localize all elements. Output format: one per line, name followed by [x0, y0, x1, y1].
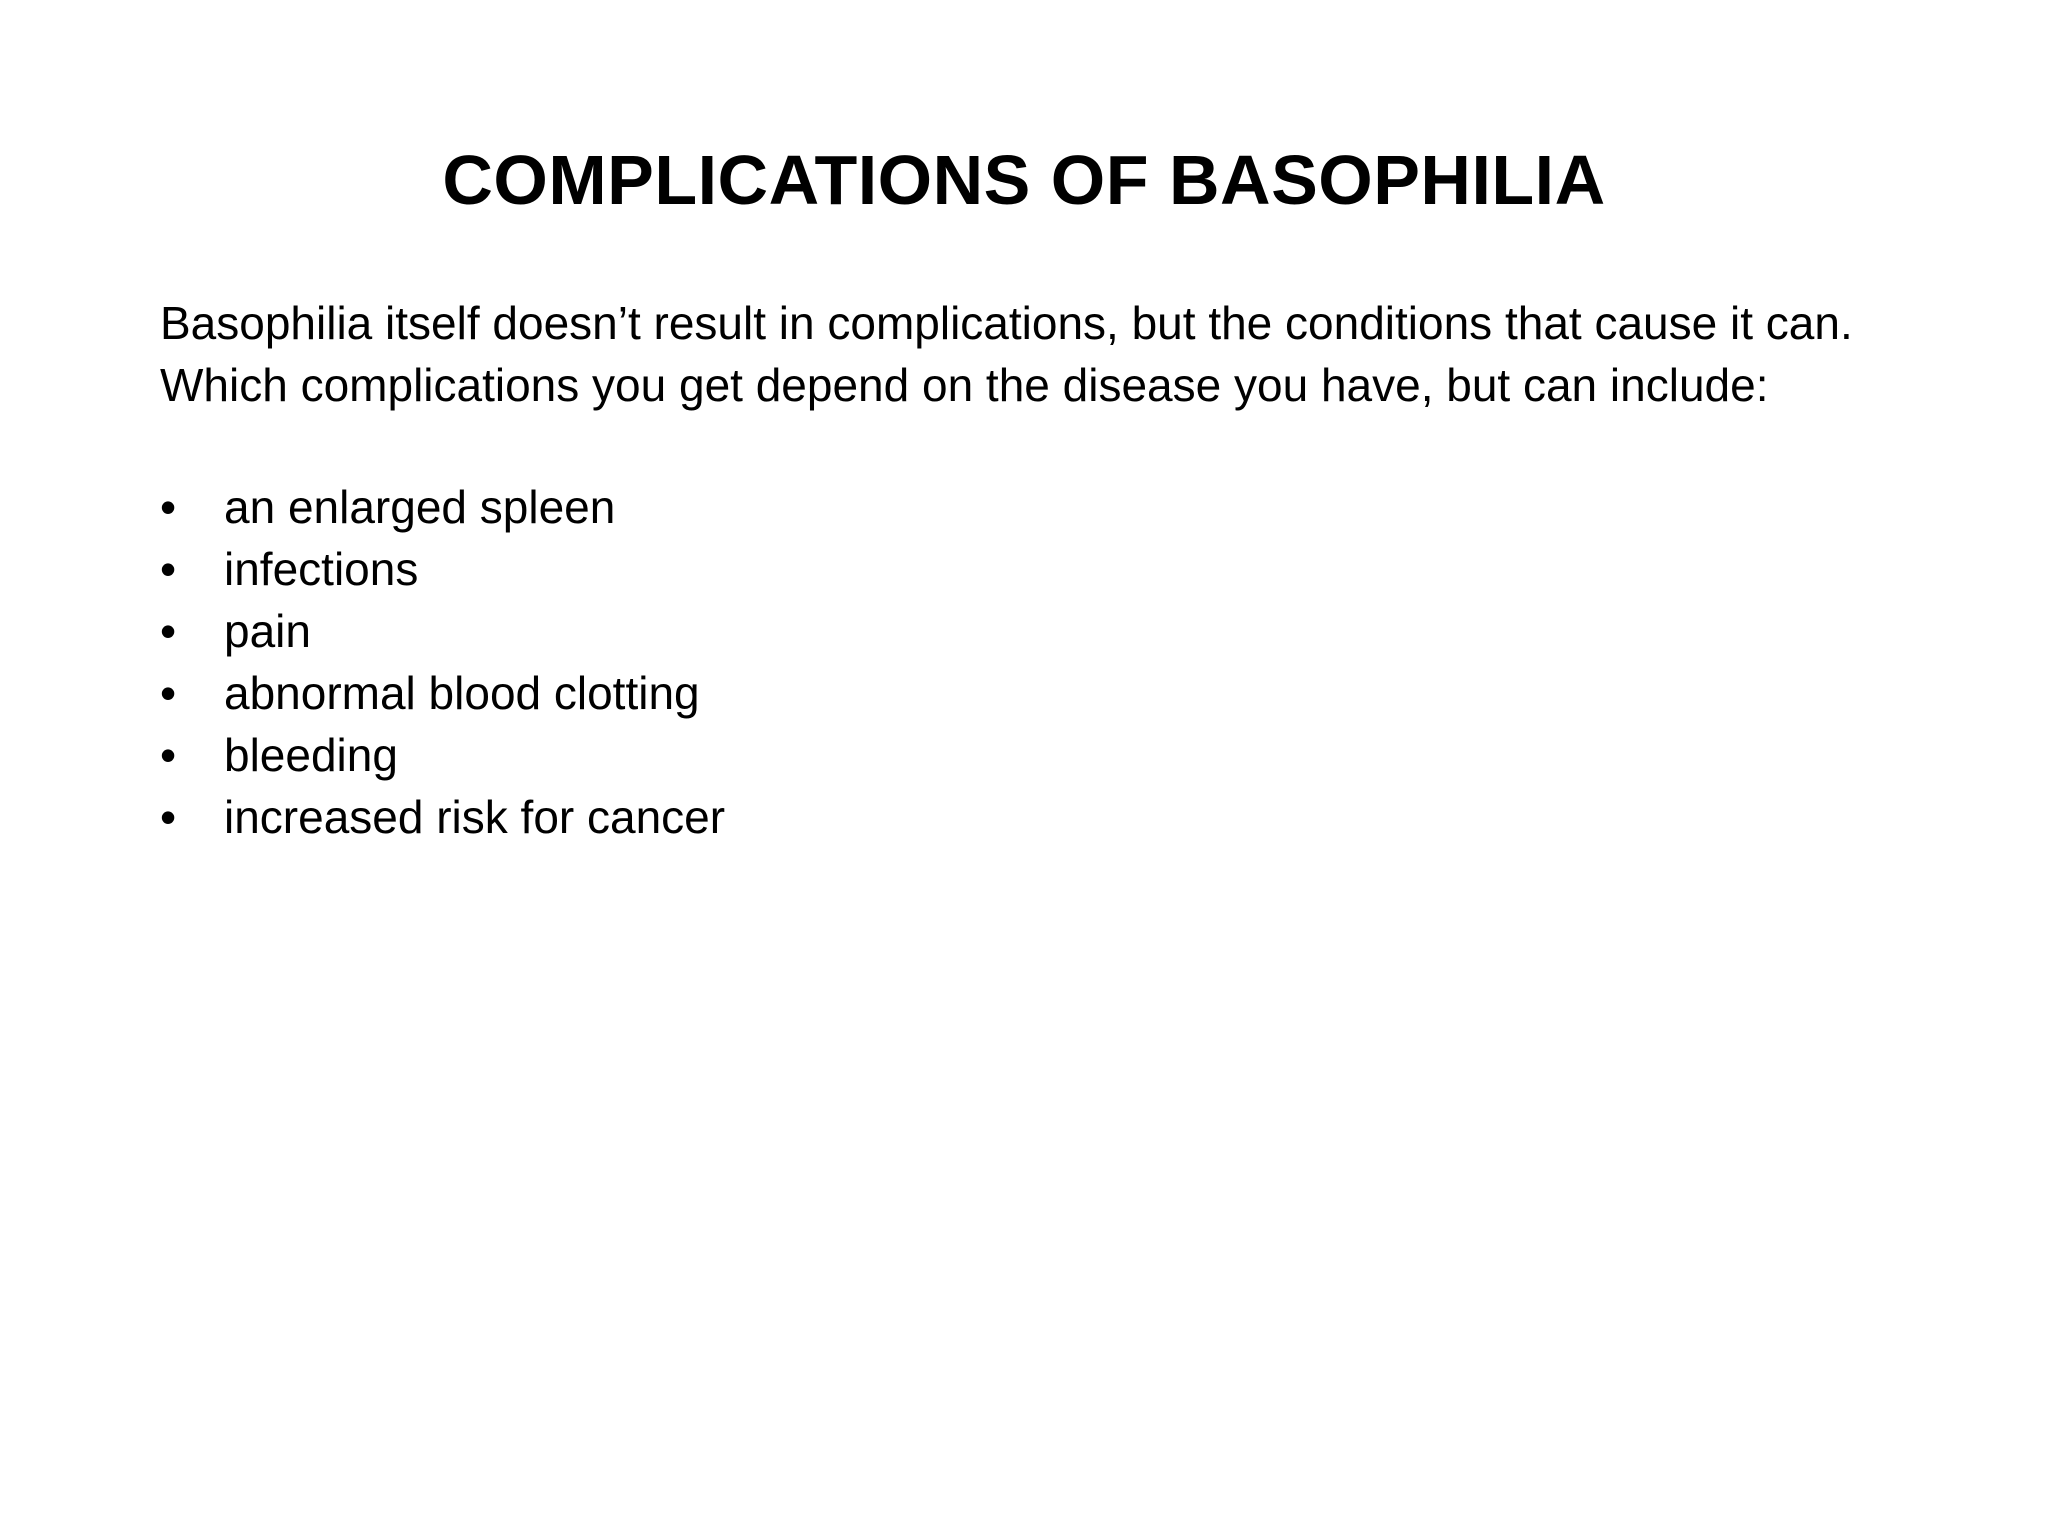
list-item — [160, 786, 1910, 848]
list-item — [160, 600, 1910, 662]
list-item — [160, 724, 1910, 786]
bullet-icon: • — [160, 481, 177, 533]
bullet-icon: • — [160, 543, 177, 595]
list-item — [160, 662, 1910, 724]
list-item-text: abnormal blood clotting — [224, 667, 700, 719]
bullet-icon: • — [160, 605, 177, 657]
bullet-icon: • — [160, 791, 177, 843]
list-item-text: infections — [224, 543, 419, 595]
bullet-icon: • — [160, 729, 177, 781]
list-item — [160, 476, 1910, 538]
list-item-text: increased risk for cancer — [224, 791, 726, 843]
complications-list — [160, 476, 1910, 848]
slide-body — [160, 292, 1910, 848]
intro-paragraph: Basophilia itself doesn’t result in complications, but the conditions that cause it can. Which complications you get depend on the disease you have, but can include: — [160, 297, 1853, 411]
list-item — [160, 538, 1910, 600]
slide-title: COMPLICATIONS OF BASOPHILIA — [442, 141, 1606, 219]
bullet-icon: • — [160, 667, 177, 719]
list-item-text: bleeding — [224, 729, 398, 781]
list-item-text: pain — [224, 605, 311, 657]
list-item-text: an enlarged spleen — [224, 481, 616, 533]
